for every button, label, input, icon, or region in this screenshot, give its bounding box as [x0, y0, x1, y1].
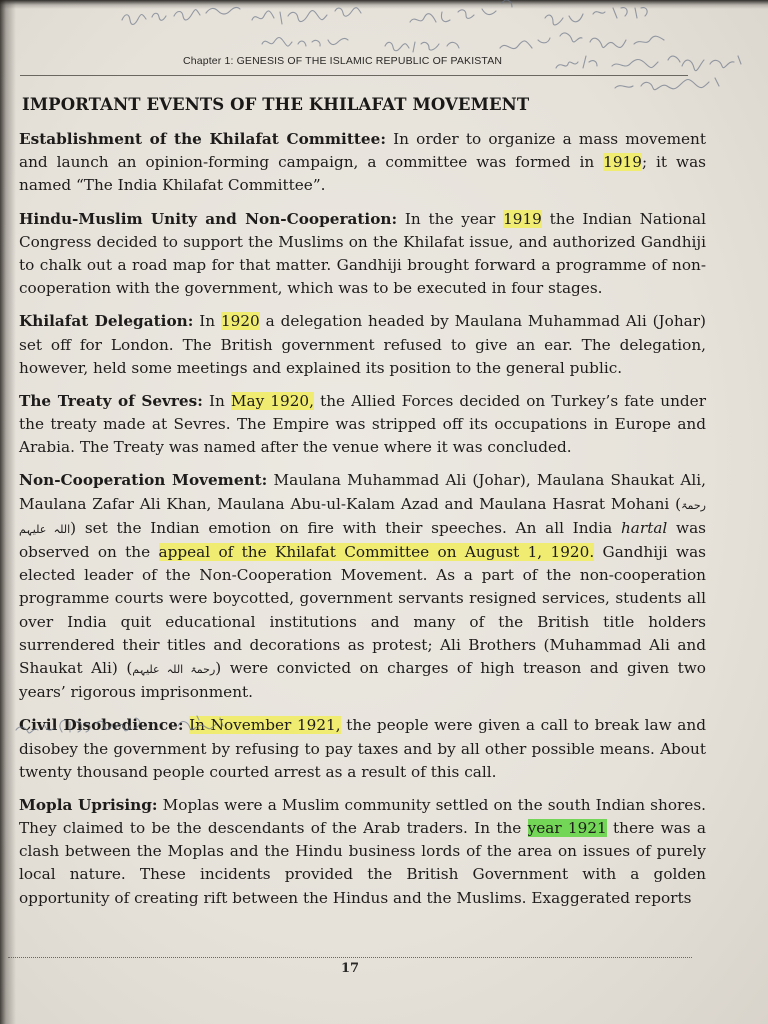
handwriting-scribble: [556, 56, 597, 68]
handwriting-scribble: [612, 56, 680, 68]
section-text: ; it was named “The India Khilafat Committee”.: [19, 153, 706, 195]
section-text: ) were convicted on charges of high treason and given two years’ rigorous imprisonment.: [19, 658, 706, 702]
chapter-header: Chapter 1: GENESIS OF THE ISLAMIC REPUBLIC OF PAKISTAN: [183, 55, 503, 67]
section-mopla-uprising: [19, 794, 706, 910]
handwriting-scribble: [682, 56, 741, 71]
highlighted-text: 1919: [603, 153, 642, 172]
page-number: 17: [340, 961, 360, 976]
section-heading: Mopla Uprising:: [19, 795, 158, 814]
section-text: Moplas were a Muslim community settled on the south Indian shores. They claimed to be the descendants of the Arab traders. In the: [19, 795, 707, 838]
handwriting-scribble: [410, 0, 512, 22]
section-text: the Indian National Congress decided to support the Muslims on the Khilafat issue, and authorized Gandhiji to chalk out a road map for that matter. Gandhiji brought forward a programme of non-cooperation with the government, which was to be executed in four stages.: [19, 209, 706, 298]
section-text: ) set the Indian emotion on fire with their speeches. An all India: [70, 518, 621, 537]
page-title: IMPORTANT EVENTS OF THE KHILAFAT MOVEMENT: [22, 95, 530, 114]
header-rule: [20, 75, 688, 76]
section-hindu-muslim-unity: [19, 208, 706, 301]
section-heading: The Treaty of Sevres:: [19, 391, 203, 410]
highlighted-text: In November 1921,: [189, 716, 341, 735]
handwriting-scribble: [590, 36, 664, 47]
urdu-honorific: رحمۃ اللہ علیہم: [19, 498, 706, 536]
handwriting-scribble: [500, 33, 582, 49]
section-text: Maulana Muhammad Ali (Johar), Maulana Shaukat Ali, Maulana Zafar Ali Khan, Maulana Abu-ul-Kalam Azad and Maulana Hasrat Mohani (: [19, 471, 706, 513]
section-heading: Non-Cooperation Movement:: [19, 471, 268, 490]
section-text: there was a clash between the Moplas and the Hindu business lords of the area on issues of purely local nature. These incidents provided the British Government with a golden opportunity of creating rift between the Hindus and the Muslims. Exaggerated reports: [19, 819, 706, 907]
italic-term: hartal: [620, 518, 668, 537]
highlighted-text: 1920: [220, 312, 260, 331]
section-khilafat-delegation: [19, 310, 706, 380]
section-treaty-of-sevres: [19, 390, 706, 460]
section-heading: Hindu-Muslim Unity and Non-Cooperation:: [19, 209, 398, 228]
section-heading: Establishment of the Khilafat Committee:: [19, 130, 386, 148]
footer-rule: [8, 957, 692, 958]
section-non-cooperation-movement: [19, 469, 706, 704]
section-text: a delegation headed by Maulana Muhammad Ali (Johar) set off for London. The British government refused to give an ear. The delegation, however, held some meetings and explained its position to the general public.: [19, 312, 706, 377]
section-text: In the year: [397, 209, 504, 228]
highlighted-text: 1919: [503, 209, 542, 228]
section-text: Gandhiji was elected leader of the Non-Cooperation Movement. As a part of the non-cooperation programme courts were boycotted, government servants resigned services, students all over India quit educational institutions and many of the British title holders surrendered their titles and decorations as protest; Ali Brothers (Muhammad Ali and Shaukat Ali) (: [19, 543, 706, 677]
section-heading: Khilafat Delegation:: [19, 312, 194, 331]
handwriting-scribble: [122, 7, 240, 24]
handwriting-scribble: [252, 8, 361, 24]
highlighted-text: May 1920,: [230, 391, 314, 410]
section-khilafat-committee: [19, 128, 706, 198]
section-text: In: [193, 312, 221, 331]
section-text: the Allied Forces decided on Turkey’s fate under the treaty made at Sevres. The Empire was stripped off its occupations in Europe and Arabia. The Treaty was named after the venue where it was concluded.: [19, 391, 706, 457]
section-civil-disobedience: [19, 714, 706, 784]
urdu-honorific: رحمۃ اللہ علیہم: [132, 662, 216, 676]
section-text: was observed on the: [19, 518, 706, 561]
highlighted-text: appeal of the Khilafat Committee on August 1, 1920.: [158, 543, 595, 561]
handwriting-scribble: [615, 78, 719, 90]
handwriting-scribble: [262, 38, 348, 47]
section-text: the people were given a call to break law and disobey the government by refusing to pay taxes and by all other possible means. About twenty thousand people courted arrest as a result of this call.: [19, 716, 706, 781]
section-text: In order to organize a mass movement and launch an opinion-forming campaign, a committee was formed in: [19, 130, 707, 172]
highlighted-text-green: year 1921: [527, 819, 607, 838]
handwriting-scribble: [385, 42, 459, 52]
section-heading: Civil Disobedience:: [19, 716, 184, 735]
handwriting-scribble: [545, 8, 647, 25]
main-content: [19, 128, 706, 920]
section-text: In: [202, 391, 231, 410]
